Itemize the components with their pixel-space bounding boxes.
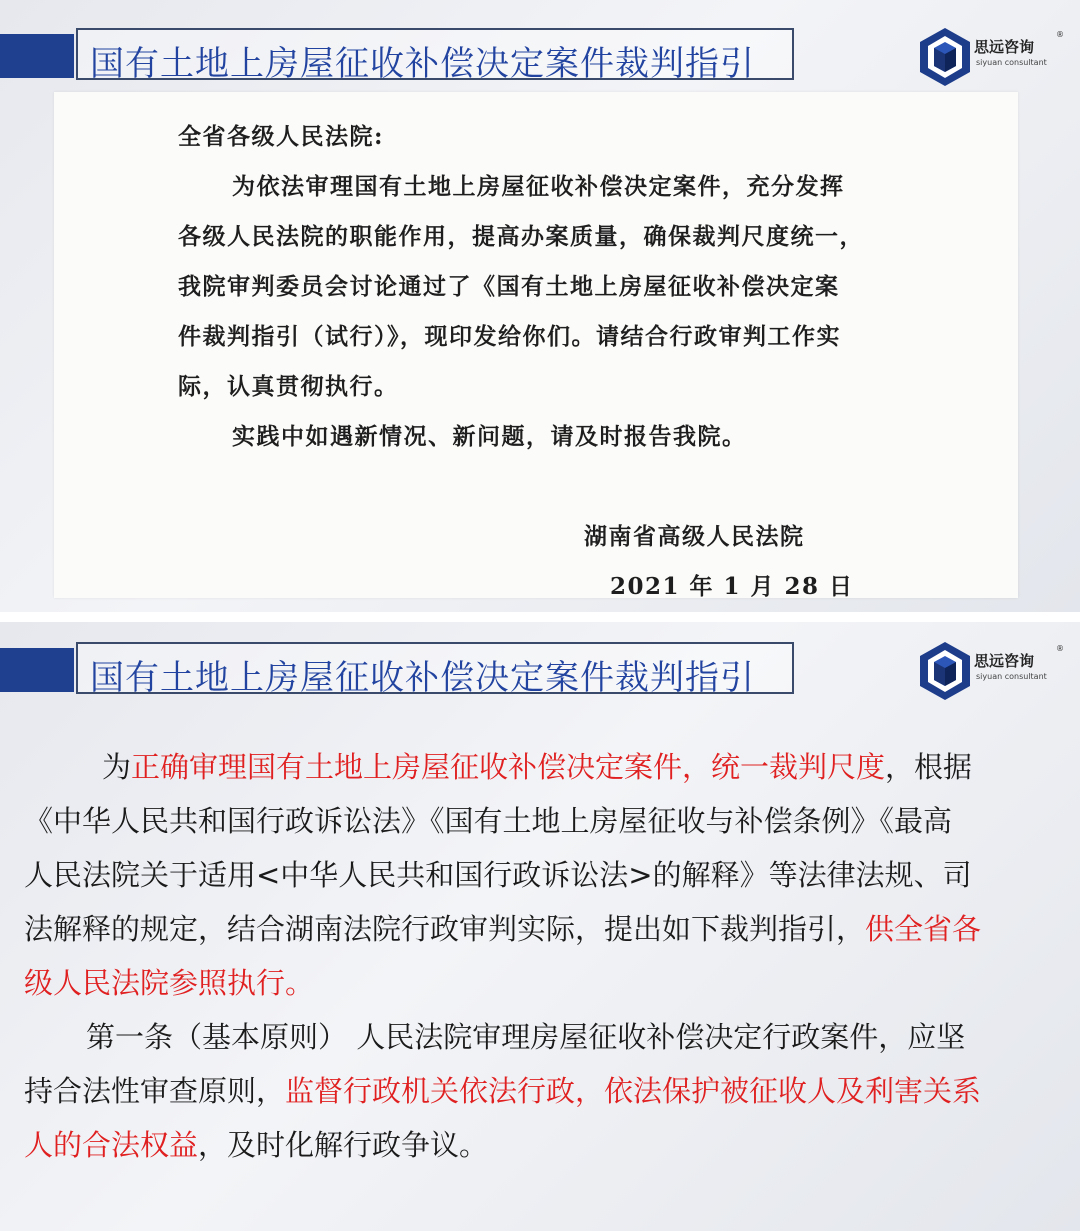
title-box bbox=[76, 642, 794, 698]
company-logo bbox=[918, 26, 1068, 92]
registered-mark: ® bbox=[1056, 644, 1064, 653]
letter-paper bbox=[54, 92, 1018, 598]
letter-line: 件裁判指引（试行）》，现印发给你们。请结合行政审判工作实 bbox=[178, 323, 841, 350]
logo-name-en: siyuan consultant bbox=[976, 58, 1047, 67]
body-text: ，根据 bbox=[885, 750, 973, 784]
slide-divider bbox=[0, 612, 1080, 622]
cube-logo-icon bbox=[918, 640, 972, 702]
registered-mark: ® bbox=[1056, 30, 1064, 39]
letter-line: 各级人民法院的职能作用，提高办案质量，确保裁判尺度统一， bbox=[178, 223, 864, 250]
slide-letter bbox=[0, 0, 1080, 612]
slide-guideline bbox=[0, 622, 1080, 1231]
letter-salutation: 全省各级人民法院: bbox=[178, 123, 384, 150]
body-line bbox=[102, 740, 972, 794]
body-line: 第一条（基本原则） 人民法院审理房屋征收补偿决定行政案件，应坚 bbox=[86, 1020, 966, 1054]
highlight-text: 人的合法权益 bbox=[24, 1128, 199, 1162]
letter-line: 际，认真贯彻执行。 bbox=[178, 373, 399, 400]
body-line: 人民法院关于适用<中华人民共和国行政诉讼法>的解释》等法律法规、司 bbox=[24, 858, 972, 892]
title-accent-bar bbox=[0, 34, 74, 78]
logo-name-cn: 思远咨询 bbox=[974, 38, 1035, 56]
body-line bbox=[24, 1118, 488, 1172]
letter-line: 为依法审理国有土地上房屋征收补偿决定案件，充分发挥 bbox=[232, 173, 845, 200]
logo-name-cn: 思远咨询 bbox=[974, 652, 1035, 670]
body-text: 法解释的规定，结合湖南法院行政审判实际，提出如下裁判指引， bbox=[24, 912, 866, 946]
company-logo bbox=[918, 640, 1068, 706]
slide-title: 国有土地上房屋征收补偿决定案件裁判指引 bbox=[90, 44, 755, 84]
body-text: 为 bbox=[102, 750, 132, 784]
highlight-text: 监督行政机关依法行政，依法保护被征收人及利害关系 bbox=[285, 1074, 982, 1108]
body-text: ，及时化解行政争议。 bbox=[198, 1128, 489, 1162]
logo-name-en: siyuan consultant bbox=[976, 672, 1047, 681]
body-line bbox=[24, 902, 981, 956]
title-accent-bar bbox=[0, 648, 74, 692]
highlight-text: 正确审理国有土地上房屋征收补偿决定案件，统一裁判尺度 bbox=[131, 750, 886, 784]
body-line bbox=[24, 1064, 981, 1118]
slide-title: 国有土地上房屋征收补偿决定案件裁判指引 bbox=[90, 658, 755, 698]
letter-signature: 湖南省高级人民法院 bbox=[584, 523, 805, 550]
letter-line: 我院审判委员会讨论通过了《国有土地上房屋征收补偿决定案 bbox=[178, 273, 840, 300]
body-text: 持合法性审查原则， bbox=[24, 1074, 286, 1108]
cube-logo-icon bbox=[918, 26, 972, 88]
letter-line: 实践中如遇新情况、新问题，请及时报告我院。 bbox=[232, 423, 747, 450]
highlight-text: 供全省各 bbox=[865, 912, 982, 946]
body-line: 级人民法院参照执行。 bbox=[24, 966, 315, 1000]
body-line: 《中华人民共和国行政诉讼法》《国有土地上房屋征收与补偿条例》《最高 bbox=[24, 804, 953, 838]
title-box bbox=[76, 28, 794, 84]
letter-date: 2021 年 1 月 28 日 bbox=[610, 573, 854, 600]
